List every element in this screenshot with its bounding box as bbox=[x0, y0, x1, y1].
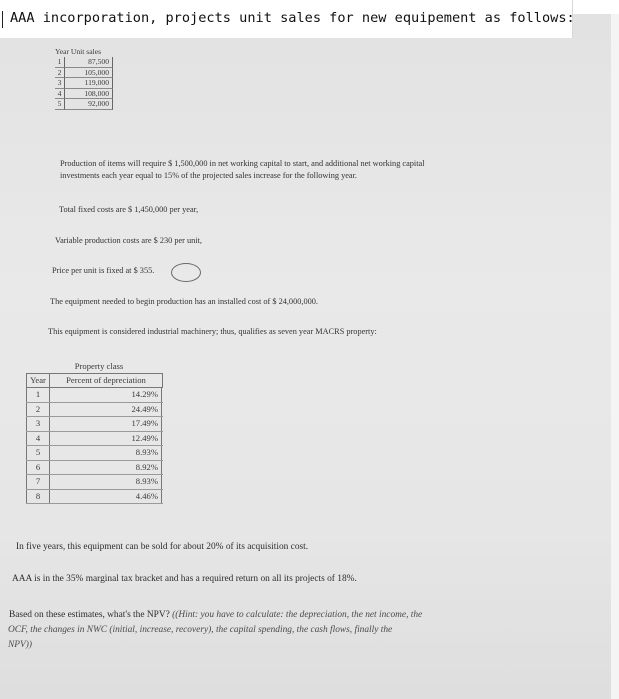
fixed-costs-text: Total fixed costs are $ 1,450,000 per year, bbox=[59, 205, 199, 214]
question-header bbox=[0, 0, 573, 38]
photographed-page bbox=[0, 14, 619, 699]
unit-sales-heading: Year Unit sales bbox=[55, 47, 102, 56]
depreciation-header-row bbox=[26, 373, 163, 388]
table-row bbox=[26, 403, 163, 418]
year-cell: 3 bbox=[55, 78, 65, 89]
sales-cell: 119,000 bbox=[65, 78, 113, 89]
year-cell: 1 bbox=[26, 388, 50, 402]
depreciation-table bbox=[26, 360, 163, 504]
year-cell: 7 bbox=[26, 475, 50, 489]
price-text bbox=[52, 266, 154, 275]
year-cell: 6 bbox=[26, 461, 50, 475]
table-row bbox=[55, 78, 113, 89]
salvage-text: In five years, this equipment can be sold for about 20% of its acquisition cost. bbox=[16, 542, 309, 552]
page-edge bbox=[611, 14, 619, 699]
percent-cell: 14.29% bbox=[50, 388, 162, 402]
table-row bbox=[26, 490, 163, 505]
year-cell: 3 bbox=[26, 417, 50, 431]
year-cell: 1 bbox=[55, 57, 65, 68]
question-line3: NPV)) bbox=[8, 640, 32, 650]
hint-text: ((Hint: you have to calculate: the depreciation, the net income, the bbox=[172, 610, 423, 620]
percent-cell: 4.46% bbox=[50, 490, 162, 504]
sales-cell: 92,000 bbox=[65, 99, 113, 110]
price-label: Price per unit is fixed at bbox=[52, 266, 134, 275]
table-row bbox=[26, 475, 163, 490]
year-cell: 4 bbox=[26, 432, 50, 446]
percent-cell: 17.49% bbox=[50, 417, 162, 431]
property-class-heading: Property class bbox=[74, 361, 124, 371]
nwc-text-line1: Production of items will require $ 1,500,000 in net working capital to start, and additional net working capital bbox=[60, 159, 425, 168]
table-row bbox=[55, 68, 113, 79]
price-value: $ 355. bbox=[133, 266, 155, 275]
percent-column-header: Percent of depreciation bbox=[50, 374, 163, 387]
percent-cell: 8.92% bbox=[50, 461, 162, 475]
equipment-cost-text: The equipment needed to begin production has an installed cost of $ 24,000,000. bbox=[50, 297, 318, 306]
table-row bbox=[26, 461, 163, 476]
percent-cell: 8.93% bbox=[50, 475, 162, 489]
table-row bbox=[55, 89, 113, 100]
percent-cell: 12.49% bbox=[50, 432, 162, 446]
table-row bbox=[55, 99, 113, 110]
table-row bbox=[26, 388, 163, 403]
handwritten-circle bbox=[171, 263, 201, 282]
macrs-text: This equipment is considered industrial machinery; thus, qualifies as seven year MACRS property: bbox=[48, 327, 377, 336]
question-line1 bbox=[9, 610, 422, 620]
tax-text: AAA is in the 35% marginal tax bracket and has a required return on all its projects of 18%. bbox=[12, 574, 357, 584]
year-cell: 4 bbox=[55, 89, 65, 100]
unit-sales-table bbox=[55, 46, 113, 110]
year-cell: 8 bbox=[26, 490, 50, 504]
year-cell: 5 bbox=[55, 99, 65, 110]
question-title: AAA incorporation, projects unit sales for new equipement as follows: bbox=[10, 10, 575, 26]
table-row bbox=[55, 57, 113, 68]
percent-cell: 24.49% bbox=[50, 403, 162, 417]
nwc-text-line2: investments each year equal to 15% of the projected sales increase for the following year. bbox=[60, 171, 357, 180]
text-cursor bbox=[2, 11, 3, 28]
table-row bbox=[26, 432, 163, 447]
table-row bbox=[26, 417, 163, 432]
year-cell: 2 bbox=[26, 403, 50, 417]
percent-cell: 8.93% bbox=[50, 446, 162, 460]
year-cell: 2 bbox=[55, 68, 65, 79]
year-cell: 5 bbox=[26, 446, 50, 460]
table-row bbox=[26, 446, 163, 461]
question-line2: OCF, the changes in NWC (initial, increase, recovery), the capital spending, the cash flows, finally the bbox=[8, 625, 393, 635]
question-text: Based on these estimates, what's the NPV? bbox=[9, 610, 173, 620]
year-column-header: Year bbox=[26, 374, 50, 387]
sales-cell: 108,000 bbox=[65, 89, 113, 100]
variable-costs-text: Variable production costs are $ 230 per unit, bbox=[55, 236, 202, 245]
sales-cell: 105,000 bbox=[65, 68, 113, 79]
sales-cell: 87,500 bbox=[65, 57, 113, 68]
